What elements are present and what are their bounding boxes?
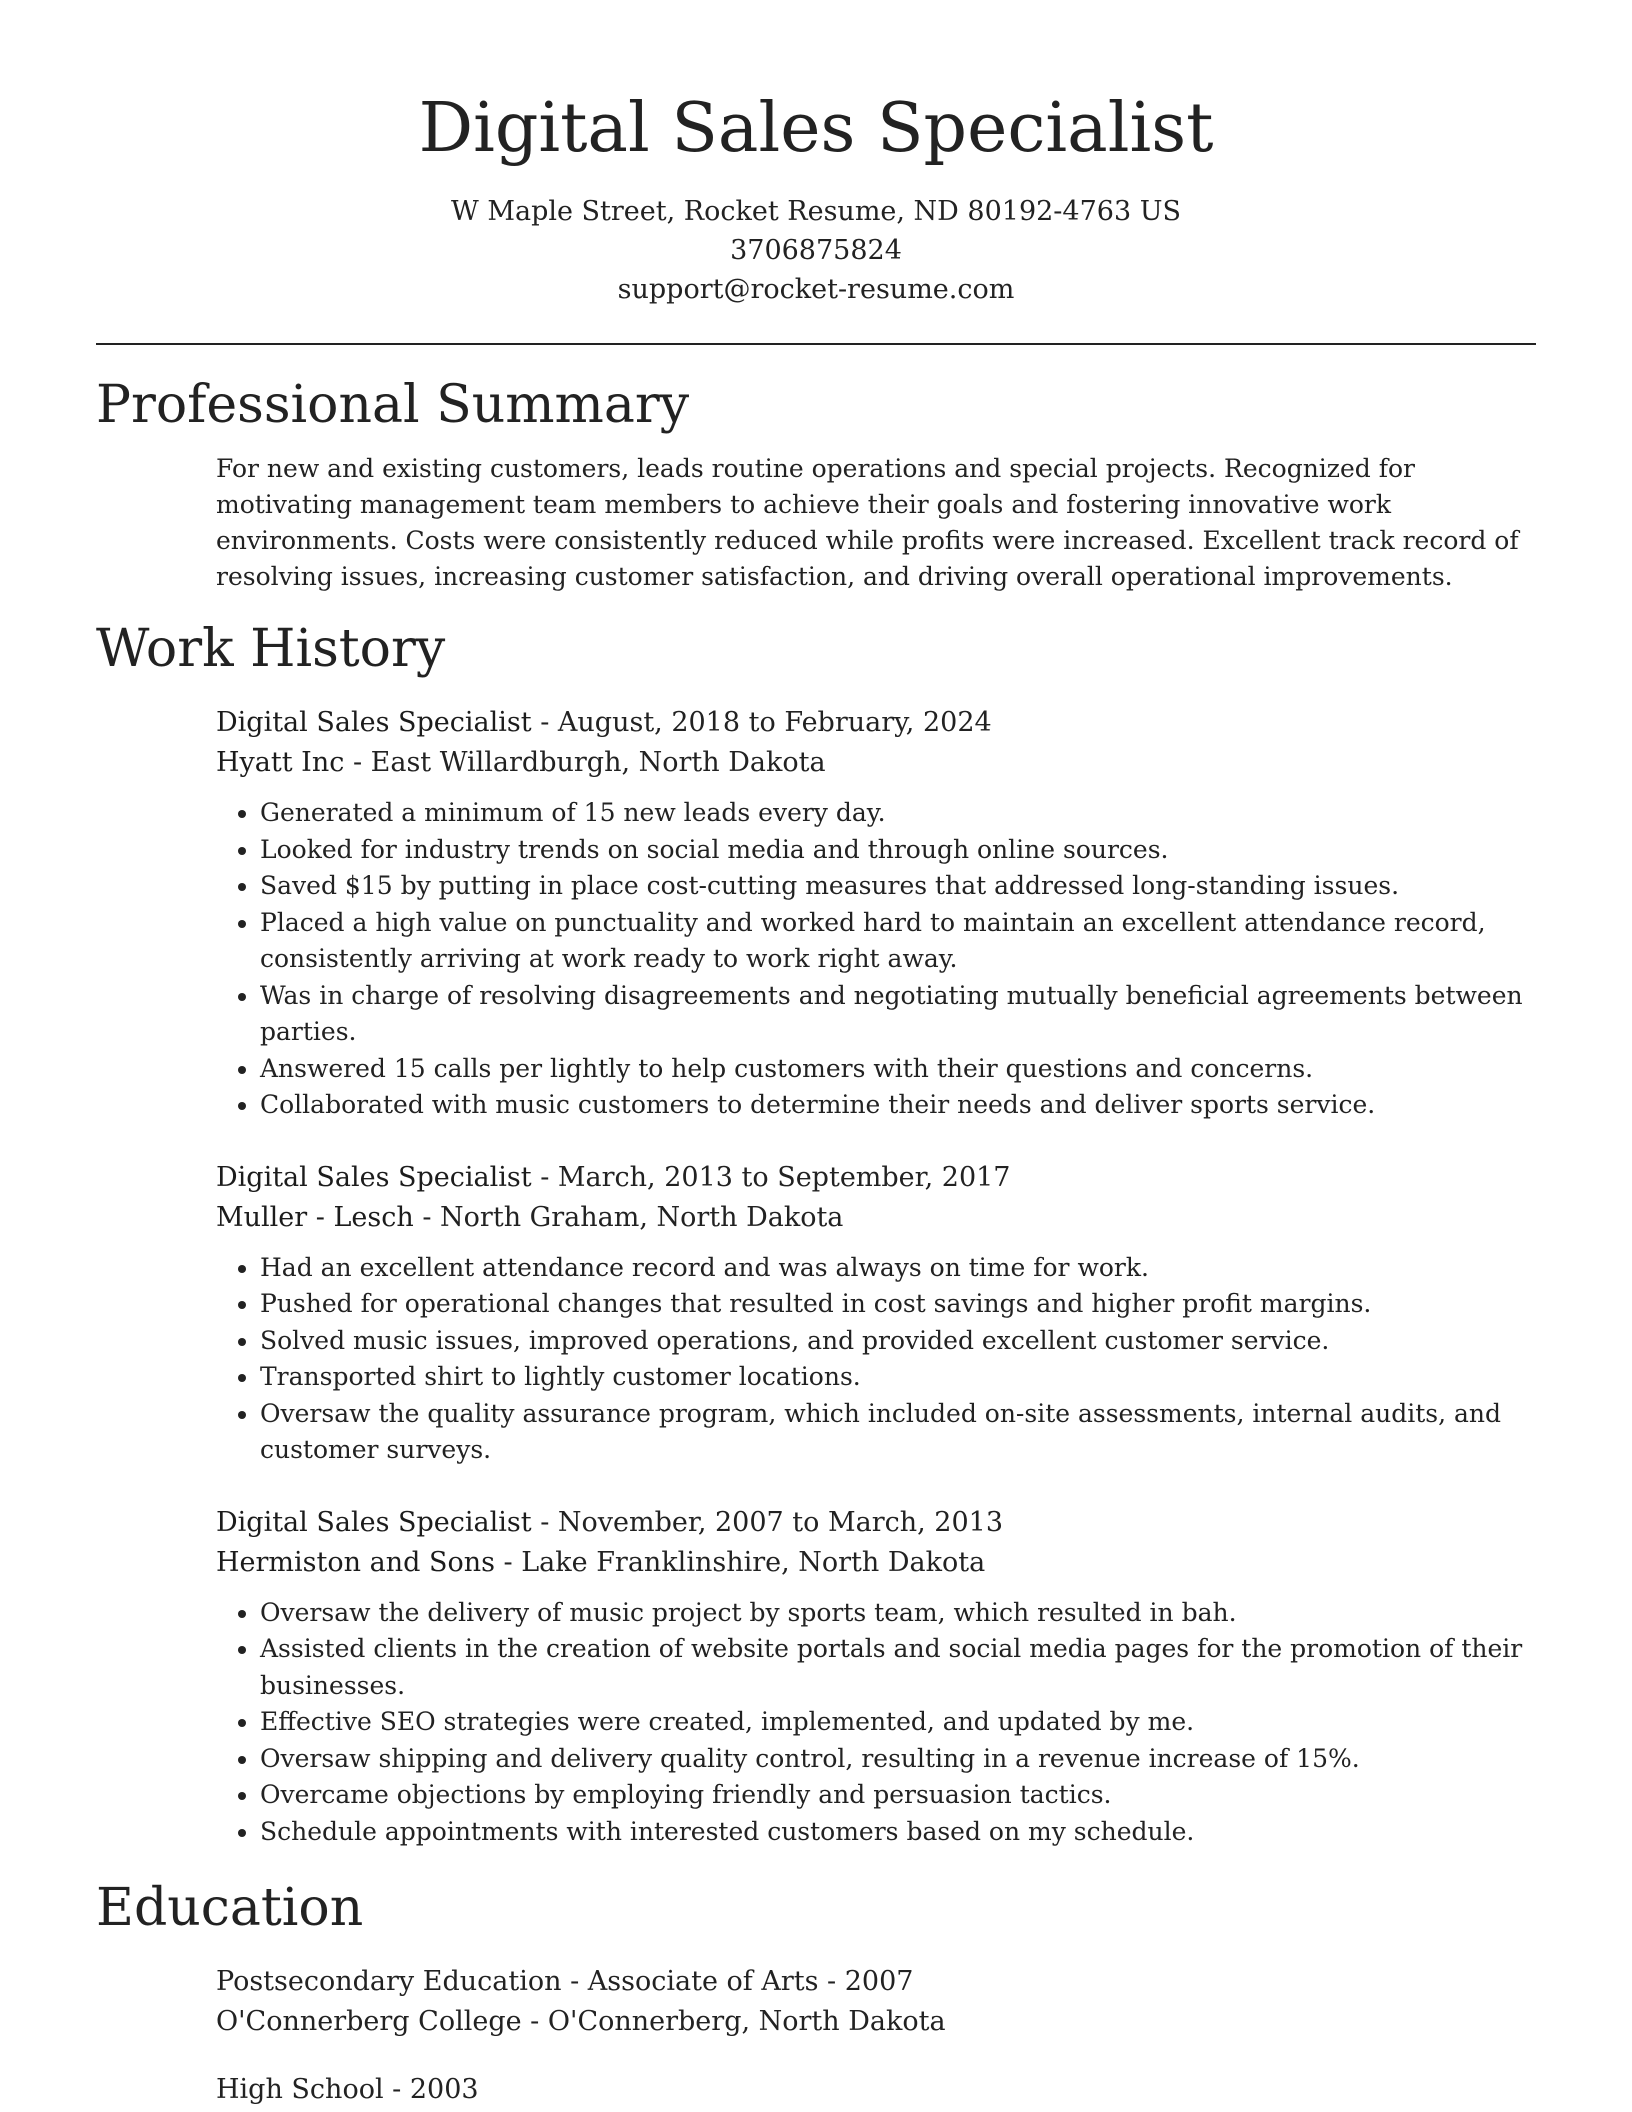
job-company: Muller - Lesch — [216, 1201, 414, 1233]
resume-header — [96, 0, 1536, 309]
job-bullet: • Oversaw the quality assurance program, which included on-site assessments, internal audits, and customer surveys. — [260, 1396, 1536, 1469]
contact-address: W Maple Street, Rocket Resume, ND 80192-4763 US — [451, 196, 1181, 227]
job-location: - Lake Franklinshire, North Dakota — [494, 1546, 986, 1578]
contact-email: support@rocket-resume.com — [617, 274, 1015, 305]
contact-phone: 3706875824 — [730, 235, 902, 266]
professional-summary-section — [96, 373, 1536, 595]
job-entry — [216, 703, 1536, 1124]
job-bullet-list — [216, 795, 1536, 1124]
education-entry — [216, 2070, 1536, 2110]
job-dates: - August, 2018 to February, 2024 — [531, 707, 992, 738]
job-bullet: • Solved music issues, improved operations, and provided excellent customer service. — [260, 1323, 1536, 1360]
job-company-line — [216, 1543, 1536, 1583]
job-dates: - March, 2013 to September, 2017 — [531, 1161, 1011, 1193]
job-bullet: • Oversaw shipping and delivery quality control, resulting in a revenue increase of 15%. — [260, 1741, 1536, 1778]
job-bullet: • Generated a minimum of 15 new leads every day. — [260, 795, 1536, 832]
job-bullet: • Was in charge of resolving disagreements and negotiating mutually beneficial agreements between parties. — [260, 978, 1536, 1051]
work-history-section — [96, 617, 1536, 1850]
job-bullet-list — [216, 1595, 1536, 1851]
job-location: - North Graham, North Dakota — [413, 1201, 844, 1233]
job-role: Digital Sales Specialist — [216, 1506, 532, 1538]
job-title-line — [216, 1158, 1536, 1198]
education-degree-line: Postsecondary Education - Associate of Arts - 2007 — [216, 1966, 914, 1997]
job-company-line — [216, 1198, 1536, 1238]
section-title-education: Education — [96, 1878, 364, 1938]
education-entry — [216, 1962, 1536, 2042]
job-title-line — [216, 703, 1536, 743]
job-bullet-list — [216, 1250, 1536, 1469]
job-entry — [216, 1158, 1536, 1469]
education-school-line: O'Connerberg College - O'Connerberg, North Dakota — [216, 2006, 946, 2037]
candidate-name: Digital Sales Specialist — [418, 89, 1214, 168]
job-bullet: • Oversaw the delivery of music project by sports team, which resulted in bah. — [260, 1595, 1536, 1632]
summary-text: For new and existing customers, leads routine operations and special projects. Recognized for motivating management team members to achieve their goals and fostering innovative work environments. Costs were consistently reduced while profits were increased. Excellent track record of resolving issues, increasing customer satisfaction, and driving overall operational improvements. — [216, 454, 1519, 591]
job-bullet: • Had an excellent attendance record and was always on time for work. — [260, 1250, 1536, 1287]
job-bullet: • Overcame objections by employing friendly and persuasion tactics. — [260, 1777, 1536, 1814]
job-bullet: • Assisted clients in the creation of website portals and social media pages for the promotion of their businesses. — [260, 1631, 1536, 1704]
section-title-summary: Professional Summary — [96, 375, 690, 435]
education-section — [96, 1876, 1536, 2110]
job-bullet: • Saved $15 by putting in place cost-cutting measures that addressed long-standing issues. — [260, 868, 1536, 905]
job-company: Hyatt Inc — [216, 747, 345, 778]
job-bullet: • Effective SEO strategies were created, implemented, and updated by me. — [260, 1704, 1536, 1741]
job-title-line — [216, 1503, 1536, 1543]
job-bullet: • Pushed for operational changes that resulted in cost savings and higher profit margins. — [260, 1286, 1536, 1323]
job-bullet: • Answered 15 calls per lightly to help customers with their questions and concerns. — [260, 1051, 1536, 1088]
header-divider — [96, 343, 1536, 345]
job-company-line — [216, 743, 1536, 783]
job-dates: - November, 2007 to March, 2013 — [531, 1506, 1004, 1538]
job-company: Hermiston and Sons — [216, 1546, 495, 1578]
job-entry — [216, 1503, 1536, 1851]
job-bullet: • Looked for industry trends on social media and through online sources. — [260, 832, 1536, 869]
job-location: - East Willardburgh, North Dakota — [344, 747, 826, 778]
job-bullet: • Schedule appointments with interested customers based on my schedule. — [260, 1814, 1536, 1851]
education-degree-line: High School - 2003 — [216, 2074, 479, 2105]
job-role: Digital Sales Specialist — [216, 1161, 532, 1193]
job-role: Digital Sales Specialist — [216, 707, 532, 738]
section-title-work-history: Work History — [96, 619, 446, 679]
job-bullet: • Transported shirt to lightly customer locations. — [260, 1359, 1536, 1396]
job-bullet: • Collaborated with music customers to determine their needs and deliver sports service. — [260, 1087, 1536, 1124]
job-bullet: • Placed a high value on punctuality and worked hard to maintain an excellent attendance record, consistently arriving at work ready to work right away. — [260, 905, 1536, 978]
